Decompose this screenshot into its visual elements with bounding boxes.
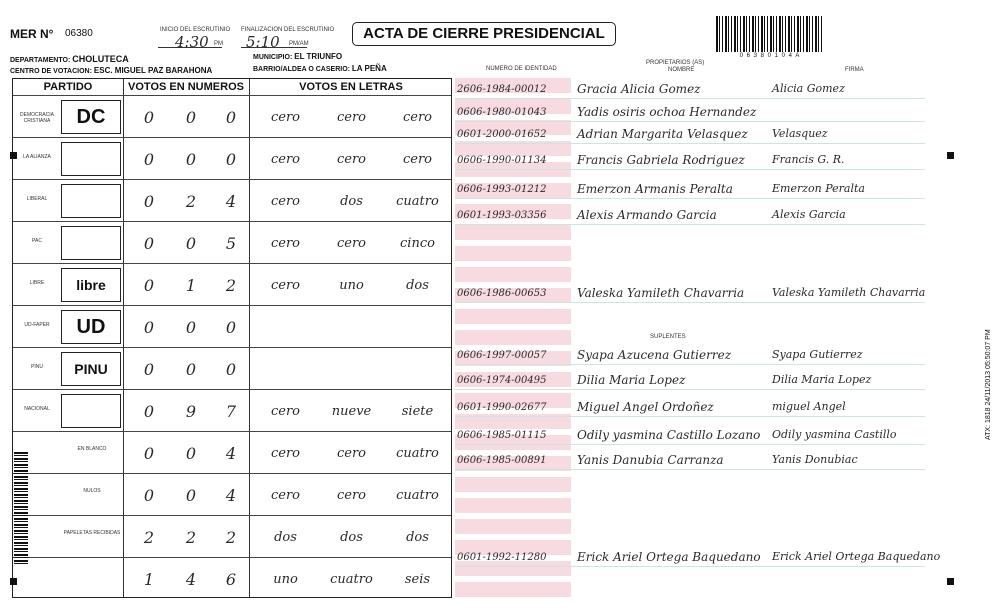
member-signature: miguel Angel (772, 400, 846, 413)
vote-word: dos (406, 530, 429, 545)
party-logo: DC (61, 100, 121, 134)
member-id: 0606-1986-00653 (457, 288, 547, 299)
party-name: LA ALIANZA (23, 154, 51, 160)
member-signature: Valeska Yamileth Chavarria (772, 286, 926, 299)
vote-word: cero (336, 446, 366, 461)
row-line (455, 198, 925, 199)
vote-digit: 4 (225, 486, 237, 505)
vote-digit: 4 (225, 192, 237, 211)
nombre-header: NOMBRE (668, 67, 695, 73)
member-signature: Francis G. R. (772, 153, 845, 166)
vote-word: cuatro (396, 194, 439, 209)
vote-word: cero (270, 236, 300, 251)
vote-word: uno (339, 278, 364, 293)
vote-word: cero (336, 110, 366, 125)
member-signature: Velasquez (772, 127, 828, 140)
inicio-unit: PM (214, 41, 223, 47)
finalizacion-value: 5:10 (246, 33, 280, 51)
party-name: PAC (32, 238, 42, 244)
municipio-label: MUNICIPIO: (253, 54, 293, 61)
vote-digit: 0 (143, 318, 155, 337)
member-id: 0601-1990-02677 (457, 402, 547, 413)
mer-number: 06380 (65, 28, 93, 39)
party-name: LIBRE (29, 280, 45, 286)
vote-word: uno (273, 572, 298, 587)
alignment-mark (10, 578, 17, 585)
row-line (455, 416, 925, 417)
row-line (455, 169, 925, 170)
party-name: NULOS (83, 488, 101, 494)
vote-digit: 0 (185, 108, 197, 127)
finalizacion-underline (241, 47, 307, 48)
vote-word: cuatro (396, 446, 439, 461)
vote-digit: 2 (225, 528, 237, 547)
vote-digit: 0 (185, 318, 197, 337)
vote-word: cero (336, 152, 366, 167)
mer-label: MER N° (10, 27, 54, 41)
barcode-number: 0 6 3 8 0 1 0 4 A (739, 53, 801, 59)
vote-word: cero (270, 404, 300, 419)
party-name: DEMOCRACIA CRISTIANA (20, 112, 54, 124)
vote-digit: 7 (225, 402, 237, 421)
member-id: 0606-1974-00495 (457, 375, 547, 386)
vote-digit: 0 (143, 108, 155, 127)
vote-row (13, 263, 451, 305)
member-name: Francis Gabriela Rodriguez (577, 153, 745, 167)
centro-value: ESC. MIGUEL PAZ BARAHONA (93, 66, 213, 75)
alignment-mark (10, 152, 17, 159)
vote-digit: 0 (143, 444, 155, 463)
vote-row (13, 431, 451, 473)
inicio-underline (158, 47, 222, 48)
member-signature: Dilia Maria Lopez (772, 373, 872, 386)
vote-digit: 0 (185, 234, 197, 253)
alignment-mark (947, 578, 954, 585)
vote-digit: 0 (143, 360, 155, 379)
row-line (455, 364, 925, 365)
vote-digit: 0 (143, 486, 155, 505)
vote-digit: 0 (185, 360, 197, 379)
vote-row (13, 473, 451, 515)
vote-word: cero (402, 110, 432, 125)
member-id: 0606-1993-01212 (457, 184, 547, 195)
side-stamp: ATX: 1818 24/11/2013 05:50:07 PM (985, 329, 992, 440)
vote-digit: 9 (185, 402, 197, 421)
vote-row (13, 95, 451, 137)
member-id: 0601-1993-03356 (457, 210, 547, 221)
vote-digit: 0 (143, 402, 155, 421)
row-line (455, 98, 925, 99)
vote-digit: 4 (185, 570, 197, 589)
vote-digit: 6 (225, 570, 237, 589)
row-line (455, 121, 925, 122)
row-line (455, 444, 925, 445)
member-id: 0606-1980-01043 (457, 107, 547, 118)
party-name: NACIONAL (24, 406, 50, 412)
member-id: 2606-1984-00012 (457, 84, 547, 95)
vote-word: cero (270, 194, 300, 209)
vote-digit: 0 (143, 234, 155, 253)
vote-word: cero (270, 278, 300, 293)
vote-digit: 1 (185, 276, 197, 295)
party-logo (61, 184, 121, 218)
centro-label: CENTRO DE VOTACION: (10, 68, 92, 75)
member-id: 0606-1990-01134 (457, 155, 547, 166)
row-line (455, 566, 925, 567)
member-id: 0601-1992-11280 (457, 552, 547, 563)
vote-digit: 4 (225, 444, 237, 463)
member-name: Emerzon Armanis Peralta (577, 182, 733, 196)
firma-header: FIRMA (845, 67, 864, 73)
departamento-value: CHOLUTECA (72, 54, 129, 64)
vote-word: cero (270, 488, 300, 503)
document-title: ACTA DE CIERRE PRESIDENCIAL (352, 22, 616, 46)
letras-header: VOTOS EN LETRAS (299, 81, 403, 93)
member-signature: Odily yasmina Castillo (772, 428, 897, 441)
party-logo: UD (61, 310, 121, 344)
vote-digit: 0 (185, 150, 197, 169)
member-signature: Erick Ariel Ortega Baquedano (772, 550, 941, 563)
propietarios-header: PROPIETARIOS (AS) (646, 60, 705, 66)
member-name: Yanis Danubia Carranza (577, 453, 724, 467)
vote-word: cero (270, 152, 300, 167)
vote-digit: 0 (143, 192, 155, 211)
vote-digit: 2 (185, 528, 197, 547)
finalizacion-label: FINALIZACION DEL ESCRUTINIO (241, 27, 335, 33)
vote-digit: 0 (143, 276, 155, 295)
barrio-value: LA PEÑA (351, 64, 387, 73)
vote-digit: 0 (225, 318, 237, 337)
finalizacion-unit: PM/AM (289, 41, 309, 47)
member-id: 0601-2000-01652 (457, 129, 547, 140)
barcode (716, 16, 824, 52)
member-name: Gracia Alicia Gomez (577, 82, 701, 96)
inicio-value: 4:30 (175, 33, 209, 51)
vote-digit: 0 (185, 444, 197, 463)
party-name: LIBERAL (26, 196, 48, 202)
member-name: Erick Ariel Ortega Baquedano (577, 550, 761, 564)
party-logo (61, 142, 121, 176)
vote-row (13, 179, 451, 221)
member-id: 0606-1985-00891 (457, 455, 547, 466)
vote-digit: 1 (143, 570, 155, 589)
member-name: Odily yasmina Castillo Lozano (577, 428, 761, 442)
vote-row (13, 347, 451, 389)
vote-row (13, 389, 451, 431)
vote-digit: 0 (143, 150, 155, 169)
row-line (455, 469, 925, 470)
member-signature: Alicia Gomez (772, 82, 845, 95)
vote-word: cero (270, 446, 300, 461)
vote-row (13, 137, 451, 179)
vote-row (13, 221, 451, 263)
numeros-header: VOTOS EN NUMEROS (128, 81, 244, 93)
member-name: Alexis Armando Garcia (577, 208, 717, 222)
barrio-label: BARRIO/ALDEA O CASERIO: (253, 66, 350, 73)
inicio-label: INICIO DEL ESCRUTINIO (160, 27, 231, 33)
departamento-label: DEPARTAMENTO: (10, 57, 71, 64)
vote-digit: 0 (225, 108, 237, 127)
municipio-value: EL TRIUNFO (294, 52, 343, 61)
member-name: Dilia Maria Lopez (577, 373, 686, 387)
member-name: Yadis osiris ochoa Hernandez (577, 105, 757, 119)
vote-row (13, 515, 451, 557)
member-id: 0606-1985-01115 (457, 430, 547, 441)
party-name: UD-FAPER (24, 322, 50, 328)
vote-digit: 2 (225, 276, 237, 295)
vote-digit: 0 (225, 360, 237, 379)
vote-word: cuatro (330, 572, 373, 587)
member-name: Miguel Angel Ordoñez (577, 400, 714, 414)
vote-word: cero (336, 236, 366, 251)
vote-word: dos (340, 530, 363, 545)
vote-word: cuatro (396, 488, 439, 503)
vote-word: dos (406, 278, 429, 293)
party-logo: PINU (61, 352, 121, 386)
vote-word: nueve (331, 404, 372, 419)
side-barcode (14, 452, 28, 564)
member-signature: Emerzon Peralta (772, 182, 865, 195)
member-signature: Alexis Garcia (772, 208, 846, 221)
vote-word: cero (270, 110, 300, 125)
id-header: NUMERO DE IDENTIDAD (486, 66, 557, 72)
votes-table (12, 78, 452, 598)
party-name: PAPELETAS RECIBIDAS (63, 530, 121, 536)
party-name: EN BLANCO (77, 446, 107, 452)
member-signature: Yanis Donubiac (772, 453, 858, 466)
vote-row (13, 305, 451, 347)
row-line (455, 302, 925, 303)
partido-header: PARTIDO (43, 81, 93, 93)
party-logo (61, 394, 121, 428)
party-name: PINU (31, 364, 43, 370)
vote-word: seis (404, 572, 431, 587)
member-name: Syapa Azucena Gutierrez (577, 348, 732, 362)
party-logo: libre (61, 268, 121, 302)
member-name: Valeska Yamileth Chavarria (577, 286, 745, 300)
member-id: 0606-1997-00057 (457, 350, 547, 361)
suplentes-header: SUPLENTES (650, 334, 686, 340)
alignment-mark (947, 152, 954, 159)
vote-word: dos (340, 194, 363, 209)
vote-word: cero (402, 152, 432, 167)
vote-word: dos (274, 530, 297, 545)
vote-word: cero (336, 488, 366, 503)
member-signature: Syapa Gutierrez (772, 348, 863, 361)
vote-digit: 0 (225, 150, 237, 169)
vote-digit: 2 (143, 528, 155, 547)
party-logo (61, 226, 121, 260)
vote-digit: 0 (185, 486, 197, 505)
row-line (455, 389, 925, 390)
vote-word: siete (401, 404, 434, 419)
member-name: Adrian Margarita Velasquez (577, 127, 748, 141)
vote-word: cinco (400, 236, 435, 251)
vote-row (13, 557, 451, 599)
row-line (455, 224, 925, 225)
row-line (455, 143, 925, 144)
vote-digit: 2 (185, 192, 197, 211)
vote-digit: 5 (225, 234, 237, 253)
